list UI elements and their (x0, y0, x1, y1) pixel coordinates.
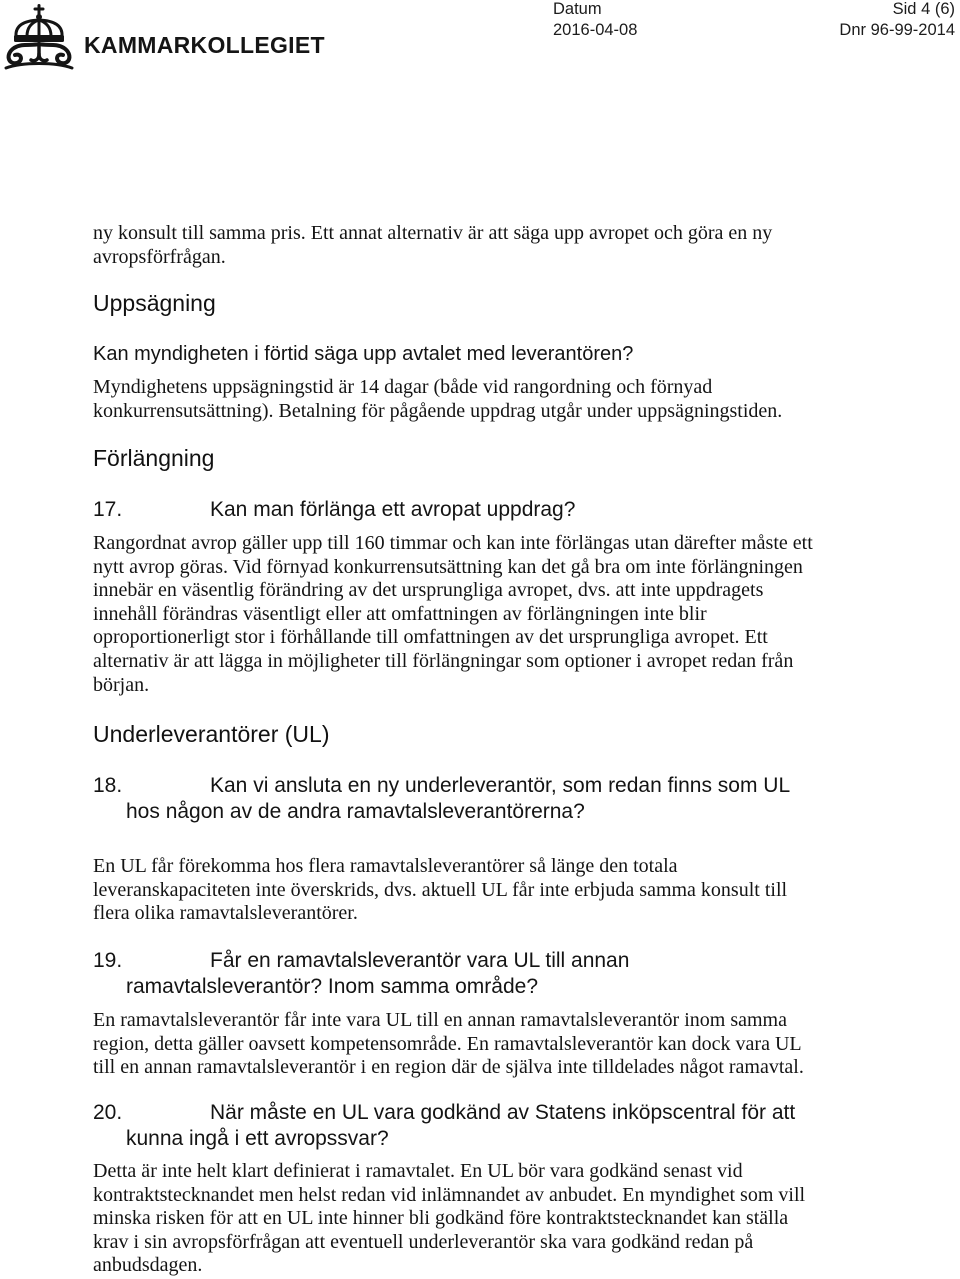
question-number: 18. (93, 774, 123, 797)
paragraph-line: Myndighetens uppsägningstid är 14 dagar (både vid rangordning och förnyad (93, 376, 713, 398)
paragraph-line: början. (93, 673, 150, 696)
logo (0, 4, 330, 72)
paragraph-line: anbudsdagen. (93, 1254, 203, 1277)
question-18 (93, 773, 790, 825)
question-19 (93, 948, 629, 1000)
question-line (93, 773, 790, 799)
crown-emblem-icon (0, 4, 78, 72)
paragraph-line: krav i sin avropsförfrågan att eventuell underleverantör ska vara godkänd redan på (93, 1230, 754, 1253)
question-17 (93, 497, 575, 523)
question-line (93, 497, 575, 523)
question-text: När måste en UL vara godkänd av Statens inköpscentral för att (210, 1101, 796, 1124)
logo-wordmark: KAMMARKOLLEGIET (84, 32, 325, 58)
question-number: 19. (93, 949, 123, 972)
question-number: 17. (93, 498, 123, 521)
paragraph-line: Rangordnat avrop gäller upp till 160 timmar och kan inte förlängas utan därefter måste ett (93, 532, 813, 554)
question-20 (93, 1100, 795, 1152)
paragraph-line: region, detta gäller oavsett kompetensområde. En ramavtalsleverantör kan dock vara UL (93, 1032, 802, 1055)
paragraph-line: innehåll förändras väsentligt eller att omfattningen av förlängningen inte blir (93, 602, 707, 625)
page-indicator: Sid 4 (6) (892, 0, 955, 18)
section-heading-forlangning: Förlängning (93, 445, 215, 471)
answer-17 (93, 532, 813, 697)
paragraph-line: alternativ är att lägga in möjligheter till förlängningar som optioner i avropet redan från (93, 649, 794, 672)
paragraph-line: avropsförfrågan. (93, 245, 226, 268)
question-text: Kan man förlänga ett avropat uppdrag? (210, 498, 576, 521)
question-number: 20. (93, 1101, 123, 1124)
paragraph-line: kontraktstecknandet men helst redan vid inlämnandet av anbudet. En myndighet som vill (93, 1183, 806, 1206)
date-value: 2016-04-08 (553, 21, 638, 39)
question-line (93, 1100, 795, 1126)
question-text: Kan vi ansluta en ny underleverantör, som redan finns som UL (210, 774, 791, 797)
answer-uppsagning (93, 376, 782, 423)
paragraph-line: leveranskapaciteten inte överskrids, dvs. aktuell UL får inte erbjuda samma konsult till (93, 878, 788, 901)
paragraph-line: Detta är inte helt klart definierat i ramavtalet. En UL bör vara godkänd senast vid (93, 1160, 743, 1182)
paragraph-line: minska risken för att en UL inte hinner bli godkänd före kontraktstecknandet kan ställa (93, 1207, 789, 1230)
paragraph-line: flera olika ramavtalsleverantörer. (93, 902, 358, 925)
paragraph-line: till en annan ramavtalsleverantör i en region där de själva inte tilldelades något ramavtal. (93, 1056, 804, 1079)
paragraph-line: oproportionerligt stor i förhållande till omfattningen av det ursprungliga avropet. Ett (93, 626, 768, 649)
intro-paragraph (93, 222, 772, 269)
answer-20 (93, 1160, 805, 1278)
section-heading-uppsagning: Uppsägning (93, 290, 216, 316)
question-line: hos någon av de andra ramavtalsleverantörerna? (126, 800, 585, 823)
question-line: ramavtalsleverantör? Inom samma område? (126, 975, 539, 998)
page-header (0, 0, 960, 80)
question-line: kunna ingå i ett avropssvar? (126, 1127, 389, 1150)
answer-18 (93, 855, 787, 926)
question-line (93, 948, 629, 974)
question-uppsagning: Kan myndigheten i förtid säga upp avtalet med leverantören? (93, 343, 634, 365)
paragraph-line: konkurrensutsättning). Betalning för pågående uppdrag utgår under uppsägningstiden. (93, 399, 783, 422)
paragraph-line: En ramavtalsleverantör får inte vara UL till en annan ramavtalsleverantör inom samma (93, 1009, 787, 1031)
paragraph-line: nytt avrop göras. Vid förnyad konkurrensutsättning kan det gå bra om inte förlängningen (93, 555, 803, 578)
section-heading-underleverantorer: Underleverantörer (UL) (93, 721, 330, 747)
paragraph-line: ny konsult till samma pris. Ett annat alternativ är att säga upp avropet och göra en ny (93, 222, 773, 244)
answer-19 (93, 1009, 804, 1080)
reference-number: Dnr 96-99-2014 (839, 21, 955, 39)
paragraph-line: innebär en väsentlig förändring av det ursprungliga avropet, dvs. att inte uppdragets (93, 579, 764, 602)
paragraph-line: En UL får förekomma hos flera ramavtalsleverantörer så länge den totala (93, 855, 678, 877)
question-text: Får en ramavtalsleverantör vara UL till annan (210, 949, 630, 972)
date-label: Datum (553, 0, 602, 18)
